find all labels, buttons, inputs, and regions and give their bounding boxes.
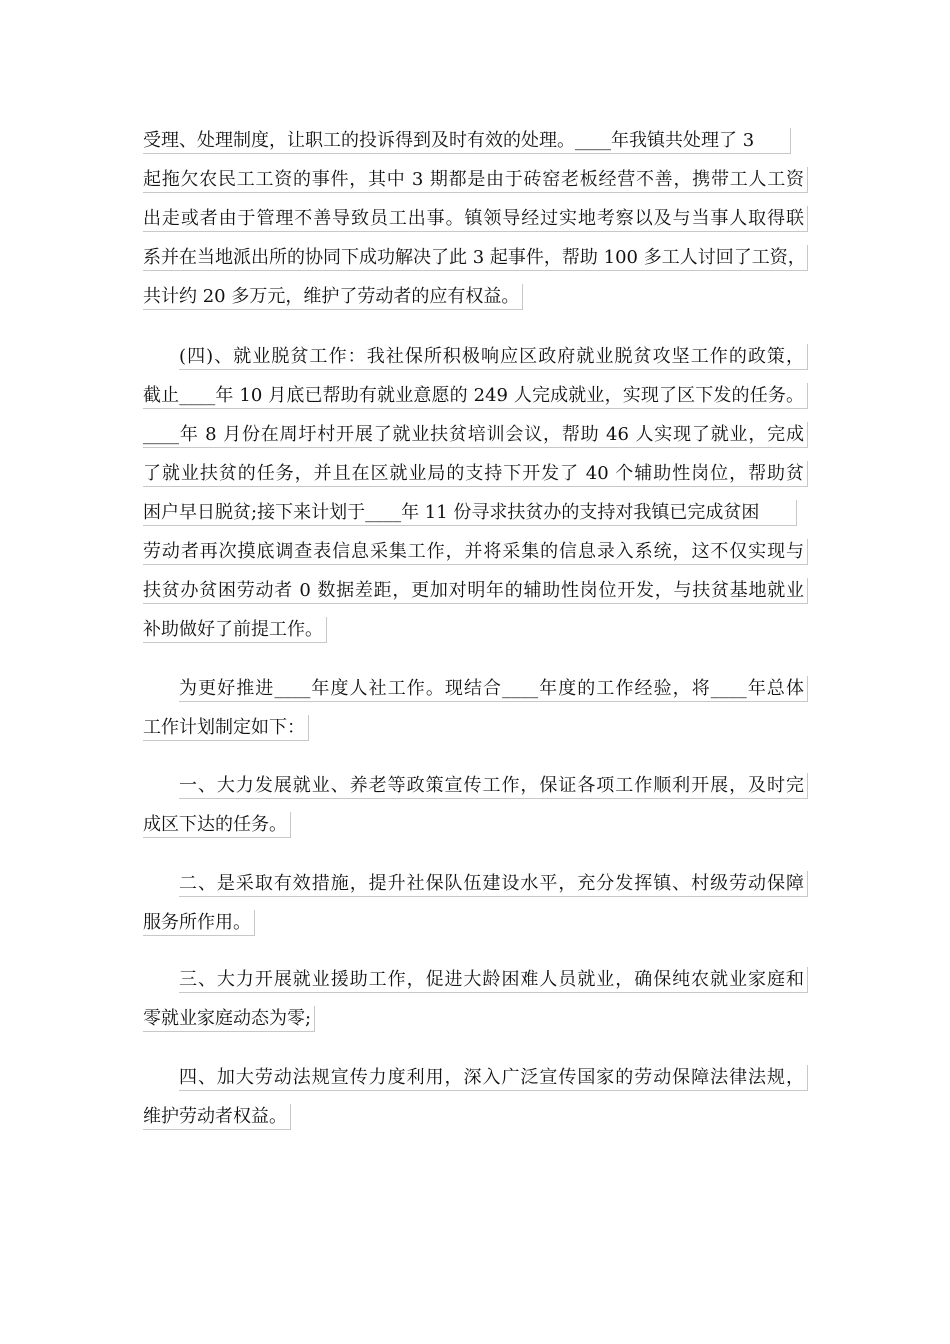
text-line: 扶贫办贫困劳动者 0 数据差距，更加对明年的辅助性岗位开发，与扶贫基地就业 [143,572,807,611]
text-line: 截止____年 10 月底已帮助有就业意愿的 249 人完成就业，实现了区下发的任务。 [143,377,807,416]
paragraph-4 [143,767,807,845]
paragraph-6 [143,961,807,1039]
text-line: 出走或者由于管理不善导致员工出事。镇领导经过实地考察以及与当事人取得联 [143,200,807,239]
text-line: 零就业家庭动态为零; [143,1000,807,1039]
paragraph-2 [143,338,807,650]
text-line: 受理、处理制度，让职工的投诉得到及时有效的处理。____年我镇共处理了 3 [143,122,807,161]
text-line: 起拖欠农民工工资的事件，其中 3 期都是由于砖窑老板经营不善，携带工人工资 [143,161,807,200]
paragraph-7 [143,1059,807,1137]
text-line: 困户早日脱贫;接下来计划于____年 11 份寻求扶贫办的支持对我镇已完成贫困 [143,494,807,533]
text-line: 维护劳动者权益。 [143,1098,807,1137]
text-line: 二、是采取有效措施，提升社保队伍建设水平，充分发挥镇、村级劳动保障 [143,865,807,904]
text-line: 四、加大劳动法规宣传力度利用，深入广泛宣传国家的劳动保障法律法规， [143,1059,807,1098]
text-line: 工作计划制定如下： [143,709,807,748]
text-line: 系并在当地派出所的协同下成功解决了此 3 起事件，帮助 100 多工人讨回了工资， [143,239,807,278]
text-line: 了就业扶贫的任务，并且在区就业局的支持下开发了 40 个辅助性岗位，帮助贫 [143,455,807,494]
paragraph-5 [143,865,807,943]
text-line: ____年 8 月份在周圩村开展了就业扶贫培训会议，帮助 46 人实现了就业，完成 [143,416,807,455]
text-line: 补助做好了前提工作。 [143,611,807,650]
text-line: 共计约 20 多万元，维护了劳动者的应有权益。 [143,278,807,317]
text-line: 劳动者再次摸底调查表信息采集工作，并将采集的信息录入系统，这不仅实现与 [143,533,807,572]
paragraph-1 [143,122,807,317]
text-line: 成区下达的任务。 [143,806,807,845]
text-line: 一、大力发展就业、养老等政策宣传工作，保证各项工作顺利开展，及时完 [143,767,807,806]
text-line: 服务所作用。 [143,904,807,943]
text-line: 为更好推进____年度人社工作。现结合____年度的工作经验，将____年总体 [143,670,807,709]
paragraph-3 [143,670,807,748]
text-line: 三、大力开展就业援助工作，促进大龄困难人员就业，确保纯农就业家庭和 [143,961,807,1000]
text-line: (四)、就业脱贫工作：我社保所积极响应区政府就业脱贫攻坚工作的政策， [143,338,807,377]
